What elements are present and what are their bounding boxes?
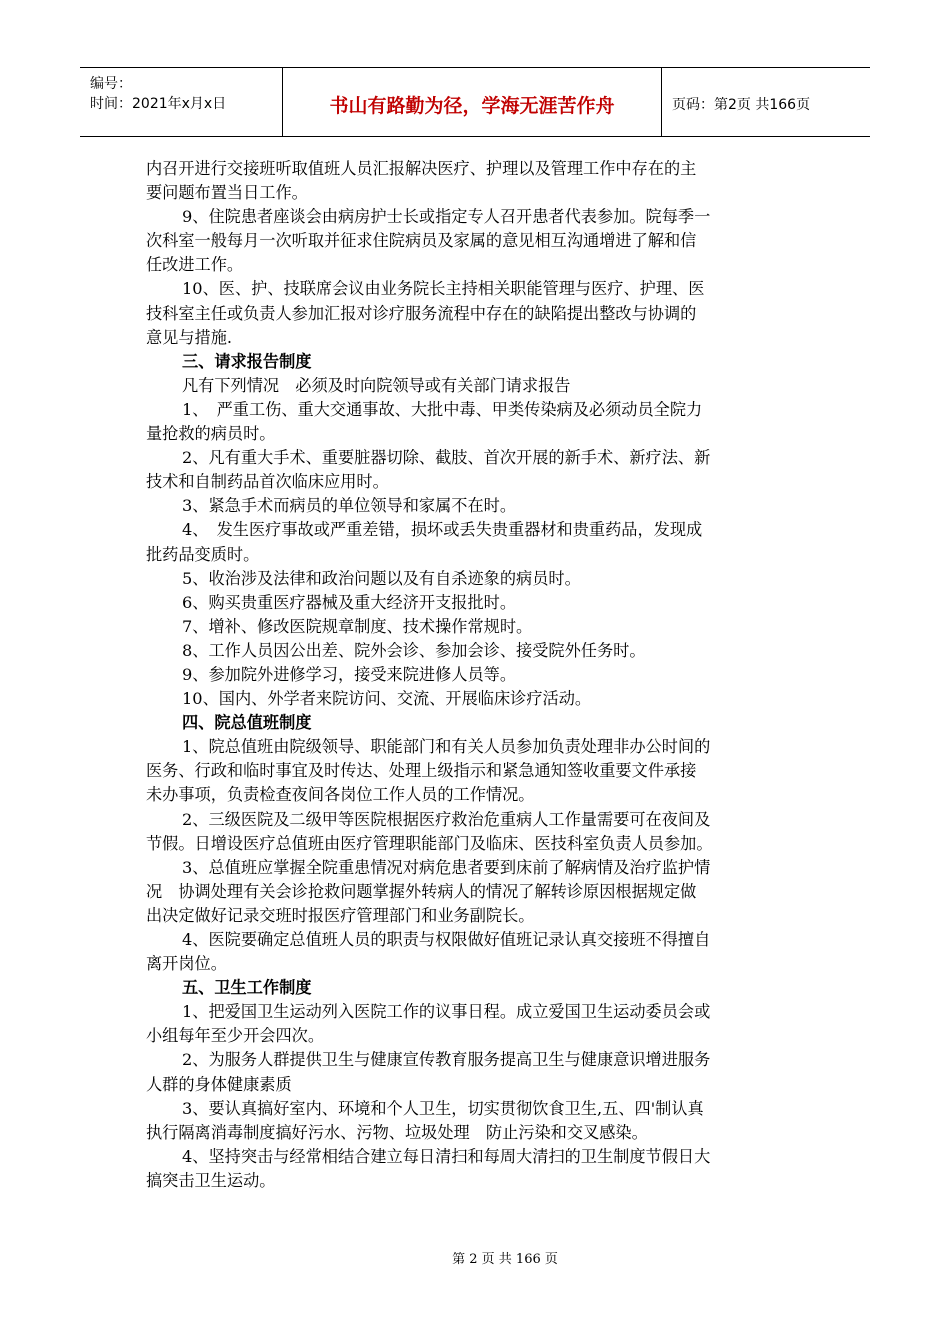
text-line: 5、收治涉及法律和政治问题以及有自杀迹象的病员时。 xyxy=(182,568,581,588)
page-info: 页码：第2页 共166页 xyxy=(672,97,811,113)
text-line: 内召开进行交接班听取值班人员汇报解决医疗、护理以及管理工作中存在的主 xyxy=(146,159,697,178)
text-line: 4、坚持突击与经常相结合建立每日清扫和每周大清扫的卫生制度节假日大 xyxy=(182,1146,711,1166)
text-line: 要问题布置当日工作。 xyxy=(146,183,308,203)
text-line: 2、为服务人群提供卫生与健康宣传教育服务提高卫生与健康意识增进服务 xyxy=(182,1050,711,1070)
section-heading: 三、请求报告制度 xyxy=(182,351,312,371)
text-line: 出决定做好记录交班时报医疗管理部门和业务副院长。 xyxy=(146,905,535,925)
text-line: 意见与措施. xyxy=(146,327,233,347)
header-page-cell xyxy=(662,68,870,136)
number-label: 编号： xyxy=(90,76,132,92)
text-line: 7、增补、修改医院规章制度、技术操作常规时。 xyxy=(182,616,533,636)
motto: 书山有路勤为径，学海无涯苦作舟 xyxy=(329,95,615,117)
text-line: 9、参加院外进修学习，接受来院进修人员等。 xyxy=(182,664,517,684)
text-line: 节假。日增设医疗总值班由医疗管理职能部门及临床、医技科室负责人员参加。 xyxy=(146,833,713,853)
text-line: 2、三级医院及二级甲等医院根据医疗救治危重病人工作量需要可在夜间及 xyxy=(182,809,711,829)
header-info-cell xyxy=(80,68,283,136)
text-line: 2、凡有重大手术、重要脏器切除、截肢、首次开展的新手术、新疗法、新 xyxy=(182,448,711,468)
document-body xyxy=(146,157,798,1193)
text-line: 凡有下列情况 必须及时向院领导或有关部门请求报告 xyxy=(182,375,571,395)
section-heading: 五、卫生工作制度 xyxy=(182,978,312,998)
text-line: 次科室一般每月一次听取并征求住院病员及家属的意见相互沟通增进了解和信 xyxy=(146,231,697,251)
text-line: 量抢救的病员时。 xyxy=(146,424,276,444)
date-line: 时间：2021年x月x日 xyxy=(90,96,227,112)
text-line: 搞突击卫生运动。 xyxy=(146,1170,276,1190)
text-line: 10、医、护、技联席会议由业务院长主持相关职能管理与医疗、护理、医 xyxy=(182,279,705,299)
text-line: 人群的身体健康素质 xyxy=(146,1074,292,1094)
text-line: 批药品变质时。 xyxy=(146,544,260,564)
text-line: 1、把爱国卫生运动列入医院工作的议事日程。成立爱国卫生运动委员会或 xyxy=(182,1002,711,1022)
page-header xyxy=(80,67,870,137)
text-line: 况 协调处理有关会诊抢救问题掌握外转病人的情况了解转诊原因根据规定做 xyxy=(146,881,697,901)
text-line: 技术和自制药品首次临床应用时。 xyxy=(146,472,389,492)
text-line: 9、住院患者座谈会由病房护士长或指定专人召开患者代表参加。院每季一 xyxy=(182,207,711,227)
text-line: 3、要认真搞好室内、环境和个人卫生，切实贯彻饮食卫生,五、四'制认真 xyxy=(182,1098,704,1118)
text-line: 小组每年至少开会四次。 xyxy=(146,1026,325,1046)
text-line: 6、购买贵重医疗器械及重大经济开支报批时。 xyxy=(182,592,517,612)
text-line: 技科室主任或负责人参加汇报对诊疗服务流程中存在的缺陷提出整改与协调的 xyxy=(146,303,697,323)
header-motto-cell xyxy=(283,68,662,136)
text-line: 8、工作人员因公出差、院外会诊、参加会诊、接受院外任务时。 xyxy=(182,640,646,660)
text-line: 3、总值班应掌握全院重患情况对病危患者要到床前了解病情及治疗监护情 xyxy=(182,857,711,877)
text-line: 4、医院要确定总值班人员的职责与权限做好值班记录认真交接班不得擅自 xyxy=(182,930,711,949)
text-line: 执行隔离消毒制度搞好污水、污物、垃圾处理 防止污染和交叉感染。 xyxy=(146,1122,648,1142)
text-line: 4、 发生医疗事故或严重差错，损坏或丢失贵重器材和贵重药品，发现成 xyxy=(182,520,703,540)
text-line: 1、院总值班由院级领导、职能部门和有关人员参加负责处理非办公时间的 xyxy=(182,737,711,757)
text-line: 离开岗位。 xyxy=(146,954,227,974)
section-heading: 四、院总值班制度 xyxy=(182,713,312,733)
text-line: 未办事项，负责检查夜间各岗位工作人员的工作情况。 xyxy=(146,785,535,805)
text-line: 医务、行政和临时事宜及时传达、处理上级指示和紧急通知签收重要文件承接 xyxy=(146,761,697,781)
page-footer: 第 2 页 共 166 页 xyxy=(452,1252,558,1267)
text-line: 3、紧急手术而病员的单位领导和家属不在时。 xyxy=(182,496,517,516)
text-line: 10、国内、外学者来院访问、交流、开展临床诊疗活动。 xyxy=(182,689,592,709)
text-line: 任改进工作。 xyxy=(146,255,244,275)
text-line: 1、 严重工伤、重大交通事故、大批中毒、甲类传染病及必须动员全院力 xyxy=(182,399,703,419)
